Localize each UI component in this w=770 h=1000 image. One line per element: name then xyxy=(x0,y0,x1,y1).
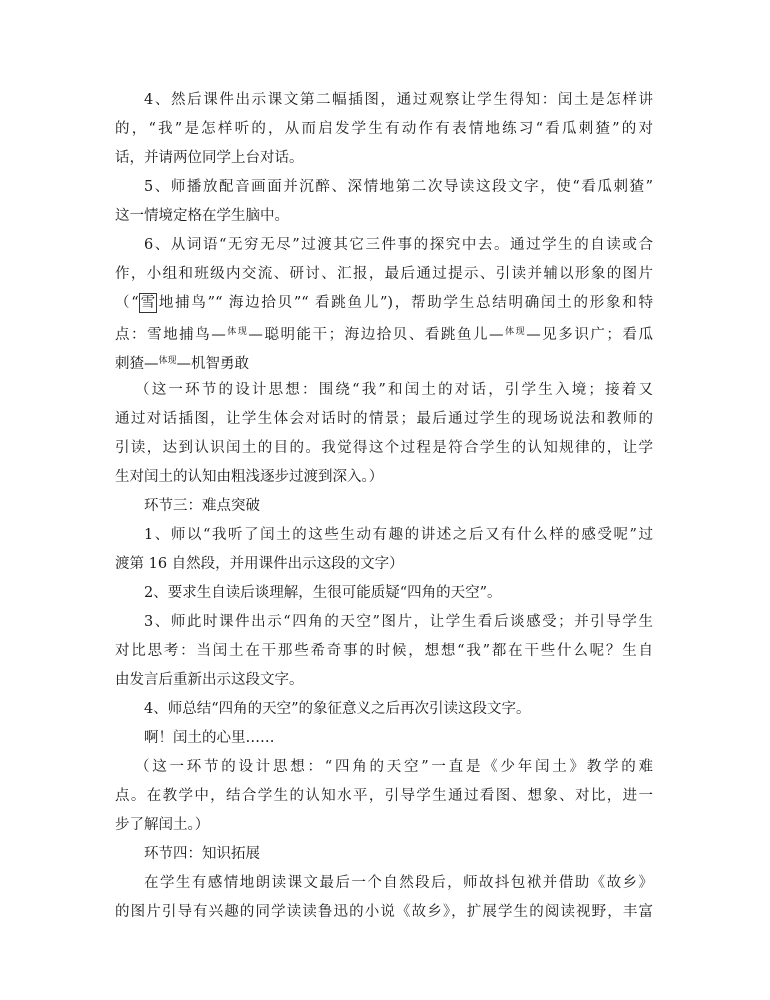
paragraph-line: 的图片引导有兴趣的同学读读鲁迅的小说《故乡》，扩展学生的阅读视野，丰富 xyxy=(115,904,653,920)
paragraph-line: 3、师此时课件出示“四角的天空”图片，让学生看后谈感受；并引导学生 xyxy=(144,614,653,630)
text-span: 刺猹— xyxy=(115,356,159,372)
text-span: —见多识广；看瓜 xyxy=(526,327,653,343)
paragraph-line: 通过对话插图，让学生体会对话时的情景；最后通过学生的现场说法和教师的 xyxy=(115,411,653,427)
text-span: —聪明能干；海边拾贝、看跳鱼儿— xyxy=(248,327,504,343)
paragraph-line: 步了解闰土。） xyxy=(115,817,210,833)
text-span: （“ xyxy=(115,295,139,311)
paragraph-line: 生对闰土的认知由粗浅逐步过渡到深入。） xyxy=(115,469,384,485)
paragraph-line: 啊！闰土的心里…… xyxy=(144,730,275,746)
paragraph-line: 对比思考：当闰土在干那些希奇事的时候，想想“我”都在干些什么呢？生自 xyxy=(115,643,653,659)
paragraph-line xyxy=(115,347,653,376)
paragraph-line: 引读，达到认识闰土的目的。我觉得这个过程是符合学生的认知规律的，让学 xyxy=(115,440,653,456)
boxed-character: 雪 xyxy=(140,295,156,311)
document-page xyxy=(115,86,653,927)
paragraph-line: （这一环节的设计思想：“四角的天空”一直是《少年闰土》教学的难 xyxy=(135,759,653,775)
paragraph-line: 2、要求生自读后谈理解，生很可能质疑“四角的天空”。 xyxy=(144,585,502,601)
paragraph-line: （这一环节的设计思想：围绕“我”和闰土的对话，引学生入境；接着又 xyxy=(135,382,653,398)
paragraph-line: 的，“我”是怎样听的，从而启发学生有动作有表情地练习“看瓜刺猹”的对 xyxy=(115,121,653,137)
paragraph-line: 4、然后课件出示课文第二幅插图，通过观察让学生得知：闰土是怎样讲 xyxy=(144,92,653,108)
paragraph-line: 1、师以“我听了闰土的这些生动有趣的讲述之后又有什么样的感受呢”过 xyxy=(144,527,653,543)
text-span: —机智勇敢 xyxy=(176,356,250,372)
small-annotation: 体现 xyxy=(225,327,249,337)
text-span: 地捕鸟”“ 海边拾贝”“ 看跳鱼儿”)，帮助学生总结明确闰土的形象和特 xyxy=(157,295,653,311)
paragraph-line: 6、从词语“无穷无尽”过渡其它三件事的探究中去。通过学生的自读或合 xyxy=(144,237,653,253)
paragraph-line: 渡第 16 自然段，并用课件出示这段的文字） xyxy=(115,556,404,572)
section-heading: 环节三：难点突破 xyxy=(144,498,260,514)
small-annotation: 体现 xyxy=(158,356,177,366)
paragraph-line: 4、师总结“四角的天空”的象征意义之后再次引读这段文字。 xyxy=(144,701,531,717)
paragraph-line: 由发言后重新出示这段文字。 xyxy=(115,672,304,688)
paragraph-line: 点。在教学中，结合学生的认知水平，引导学生通过看图、想象、对比，进一 xyxy=(115,788,653,804)
text-span: 点：雪地捕鸟— xyxy=(115,327,226,343)
paragraph-line xyxy=(115,289,653,318)
paragraph-line: 在学生有感情地朗读课文最后一个自然段后，师故抖包袱并借助《故乡》 xyxy=(144,875,653,891)
paragraph-line: 作，小组和班级内交流、研讨、汇报，最后通过提示、引读并辅以形象的图片 xyxy=(115,266,653,282)
section-heading: 环节四：知识拓展 xyxy=(144,846,260,862)
paragraph-line: 话，并请两位同学上台对话。 xyxy=(115,150,304,166)
small-annotation: 体现 xyxy=(503,327,527,337)
paragraph-line: 5、师播放配音画面并沉醉、深情地第二次导读这段文字，使“看瓜刺猹” xyxy=(144,179,653,195)
paragraph-line: 这一情境定格在学生脑中。 xyxy=(115,208,289,224)
paragraph-line xyxy=(115,318,653,347)
